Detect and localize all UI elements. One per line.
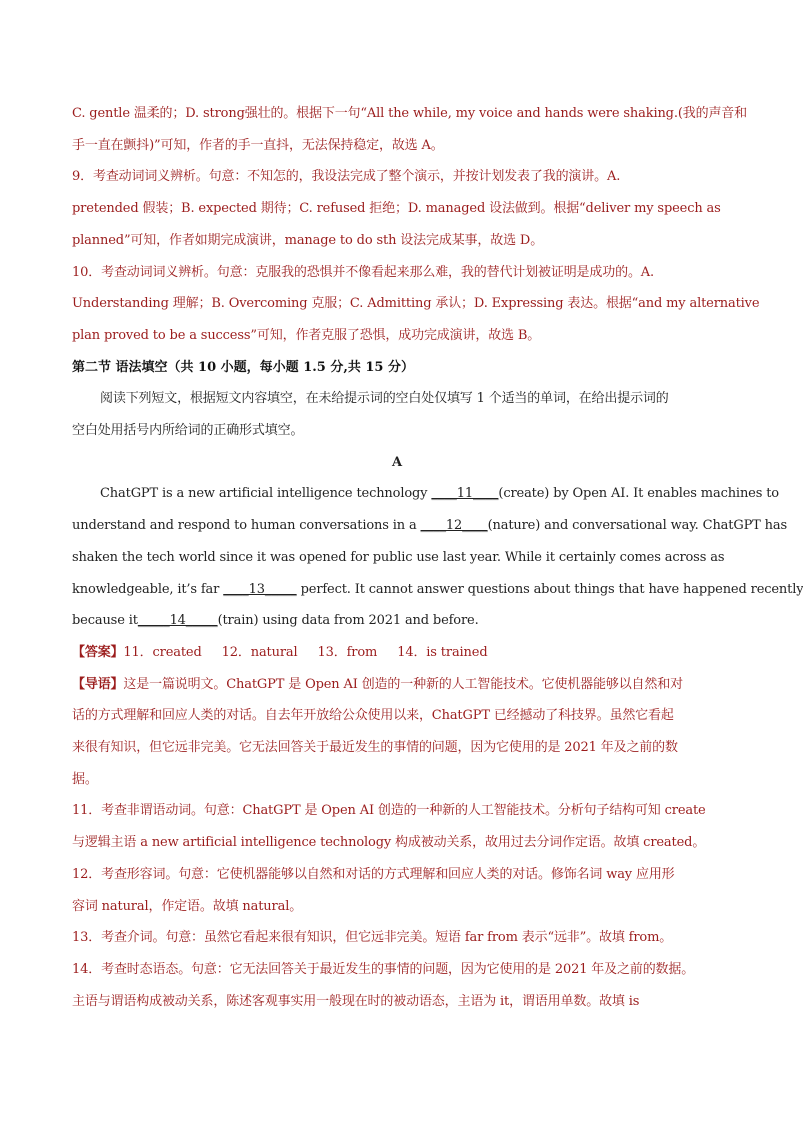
answer-item: 14．is trained: [397, 644, 488, 660]
passage-line: [72, 574, 803, 606]
explanations-top: [72, 98, 760, 352]
explanation-line: 10．考查动词词义辨析。句意：克服我的恐惧并不像看起来那么难，我的替代计划被证明是成功的。A.: [72, 264, 655, 280]
passage-label: A: [392, 454, 402, 470]
explanation-line: 手一直在颤抖)”可知，作者的手一直抖，无法保持稳定，故选 A。: [72, 137, 444, 153]
passage-line: [72, 605, 722, 637]
explanation-line: 14．考查时态语态。句意：它无法回答关于最近发生的事情的问题，因为它使用的是 2021 年及之前的数据。: [72, 961, 695, 977]
explanation-line: 与逻辑主语 a new artificial intelligence technology 构成被动关系，故用过去分词作定语。故填 created。: [72, 835, 706, 851]
guide-line: 据。: [72, 771, 98, 787]
passage-text: because it: [72, 613, 138, 629]
passage-line: [72, 478, 779, 510]
instruction-line: 空白处用括号内所给词的正确形式填空。: [72, 423, 304, 439]
blank-11: ____11____: [431, 486, 499, 502]
answer-item: 12．natural: [221, 644, 298, 660]
explanation-line: 13．考查介词。句意：虽然它看起来很有知识，但它远非完美。短语 far from 表示“远非”。故填 from。: [72, 930, 673, 946]
guide-label: 【导语】: [72, 676, 124, 692]
explanation-line: C. gentle 温柔的；D. strong强壮的。根据下一句“All the while, my voice and hands were shaking.(我的声音和: [72, 106, 748, 121]
guide-line: 来很有知识，但它远非完美。它无法回答关于最近发生的事情的问题，因为它使用的是 2021 年及之前的数: [72, 740, 678, 756]
blank-12: ____12____: [420, 518, 488, 534]
explanation-line: plan proved to be a success”可知，作者克服了恐惧，成功完成演讲，故选 B。: [72, 327, 541, 343]
guide: [72, 669, 722, 796]
passage-line: [72, 510, 788, 542]
guide-line: 话的方式理解和回应人类的对话。自去年开放给公众使用以来，ChatGPT 已经撼动了科技界。虽然它看起: [72, 708, 674, 724]
passage: [72, 478, 803, 637]
explanation-line: planned”可知，作者如期完成演讲，manage to do sth 设法完成某事，故选 D。: [72, 232, 544, 248]
passage-text: understand and respond to human conversations in a: [72, 518, 421, 534]
explanation-line: 11．考查非谓语动词。句意：ChatGPT 是 Open AI 创造的一种新的人工智能技术。分析句子结构可知 create: [72, 803, 706, 819]
passage-line: shaken the tech world since it was opened for public use last year. While it certainly comes across as: [72, 549, 725, 565]
passage-text: knowledgeable, it’s far: [72, 581, 224, 597]
passage-text: perfect. It cannot answer questions about things that have happened recently: [296, 581, 803, 597]
blank-14: _____14_____: [137, 613, 218, 629]
passage-text: (nature) and conversational way. ChatGPT has: [487, 518, 788, 534]
answer-item: 11．created: [123, 644, 202, 660]
passage-text: ChatGPT is a new artificial intelligence technology: [100, 486, 432, 502]
instruction-line: 阅读下列短文，根据短文内容填空，在未给提示词的空白处仅填写 1 个适当的单词，在给出提示词的: [100, 391, 669, 407]
passage-text: (create) by Open AI. It enables machines to: [498, 486, 779, 502]
explanations-bottom: [72, 795, 722, 1017]
answer-item: 13．from: [317, 644, 378, 660]
instructions: [72, 383, 722, 446]
explanation-line: 主语与谓语构成被动关系，陈述客观事实用一般现在时的被动语态，主语为 it，谓语用单数。故填 is: [72, 993, 640, 1009]
section-heading: 第二节 语法填空（共 10 小题，每小题 1.5 分,共 15 分）: [72, 359, 415, 375]
answer-line: [72, 637, 722, 669]
blank-13: ____13_____: [223, 581, 297, 597]
explanation-line: Understanding 理解；B. Overcoming 克服；C. Admitting 承认；D. Expressing 表达。根据“and my alternative: [72, 296, 760, 312]
guide-line: [72, 669, 722, 701]
answer-label: 【答案】: [72, 644, 124, 660]
explanation-line: 12．考查形容词。句意：它使机器能够以自然和对话的方式理解和回应人类的对话。修饰名词 way 应用形: [72, 866, 675, 882]
passage-text: (train) using data from 2021 and before.: [217, 613, 479, 629]
explanation-line: 容词 natural，作定语。故填 natural。: [72, 898, 303, 914]
document-page: [72, 98, 803, 1017]
explanation-line: pretended 假装；B. expected 期待；C. refused 拒绝；D. managed 设法做到。根据“deliver my speech as: [72, 201, 721, 217]
guide-text: 这是一篇说明文。ChatGPT 是 Open AI 创造的一种新的人工智能技术。它使机器能够以自然和对: [123, 676, 683, 692]
explanation-line: 9．考查动词词义辨析。句意：不知怎的，我设法完成了整个演示，并按计划发表了我的演讲。A.: [72, 169, 621, 185]
